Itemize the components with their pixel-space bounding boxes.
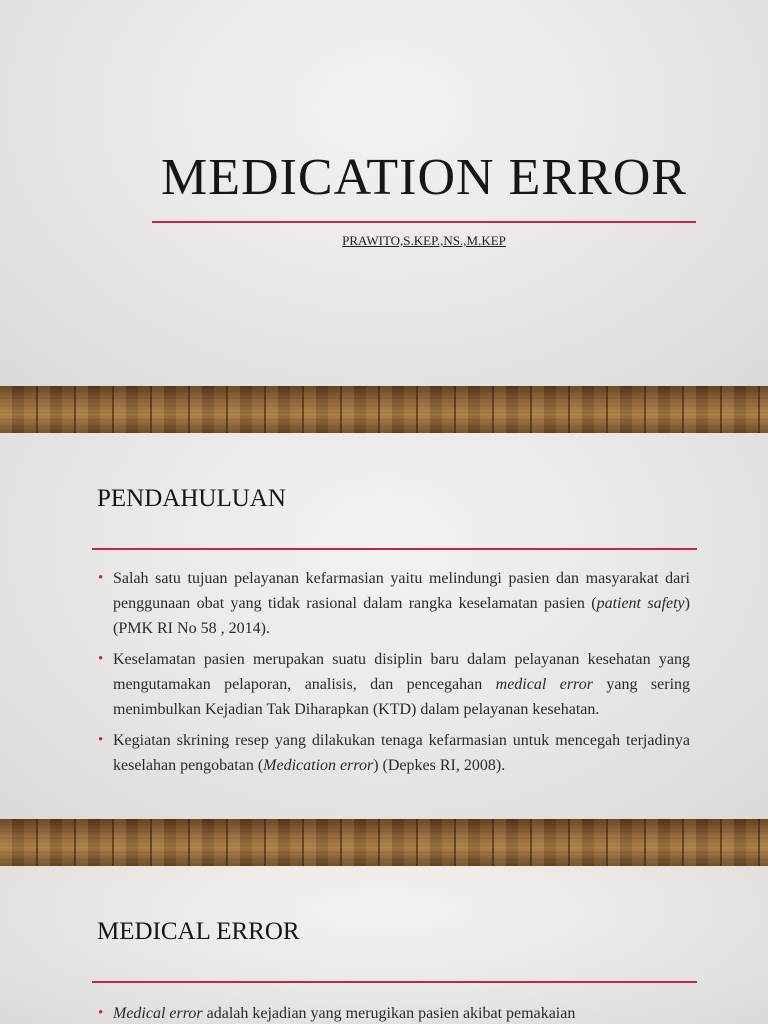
bullet-emphasis: Medication error bbox=[263, 757, 374, 774]
title-slide bbox=[0, 0, 768, 386]
bullet-text: Kegiatan skrining resep yang dilakukan tenaga kefarmasian untuk mencegah terjadinya keselahan pengobatan ( bbox=[113, 732, 690, 774]
bullet-list bbox=[98, 566, 690, 784]
slide-title-divider bbox=[92, 548, 697, 550]
bullet-dot-icon: • bbox=[98, 1005, 104, 1021]
slide-title: MEDICAL ERROR bbox=[97, 918, 300, 945]
bullet-text: ) (Depkes RI, 2008). bbox=[373, 757, 506, 774]
bullet-text: adalah kejadian yang merugikan pasien akibat pemakaian bbox=[202, 1005, 576, 1022]
bullet-item bbox=[98, 566, 690, 641]
bullet-emphasis: patient safety bbox=[596, 595, 685, 612]
bullet-item bbox=[98, 647, 690, 722]
bullet-text: Salah satu tujuan pelayanan kefarmasian yaitu melindungi pasien dan masyarakat dari penggunaan obat yang tidak rasional dalam rangka keselamatan pasien ( bbox=[113, 570, 690, 612]
author-subtitle[interactable]: PRAWITO,S.KEP.,NS.,M.KEP bbox=[342, 233, 506, 248]
medical-error-slide bbox=[0, 866, 768, 1024]
slide-title: PENDAHULUAN bbox=[97, 485, 286, 512]
presentation-title: MEDICATION ERROR bbox=[161, 149, 687, 206]
bullet-emphasis: medical error bbox=[495, 676, 593, 693]
bullet-dot-icon: • bbox=[98, 651, 104, 667]
pendahuluan-slide bbox=[0, 433, 768, 819]
slide-title-divider bbox=[92, 981, 697, 983]
bullet-dot-icon: • bbox=[98, 570, 104, 586]
wood-floor-divider bbox=[0, 386, 768, 433]
bullet-text: ) (PMK RI No 58 , 2014). bbox=[113, 595, 690, 637]
title-divider bbox=[152, 221, 696, 223]
bullet-emphasis: Medical error bbox=[113, 1005, 203, 1022]
wood-floor-divider bbox=[0, 819, 768, 866]
bullet-dot-icon: • bbox=[98, 732, 104, 748]
bullet-list bbox=[98, 1001, 690, 1024]
bullet-item bbox=[98, 728, 690, 778]
bullet-text: yang sering menimbulkan Kejadian Tak Diharapkan (KTD) dalam pelayanan kesehatan. bbox=[113, 676, 691, 718]
bullet-text: Keselamatan pasien merupakan suatu disiplin baru dalam pelayanan kesehatan yang mengutamakan pelaporan, analisis, dan pencegahan bbox=[113, 651, 690, 693]
bullet-item bbox=[98, 1001, 690, 1024]
